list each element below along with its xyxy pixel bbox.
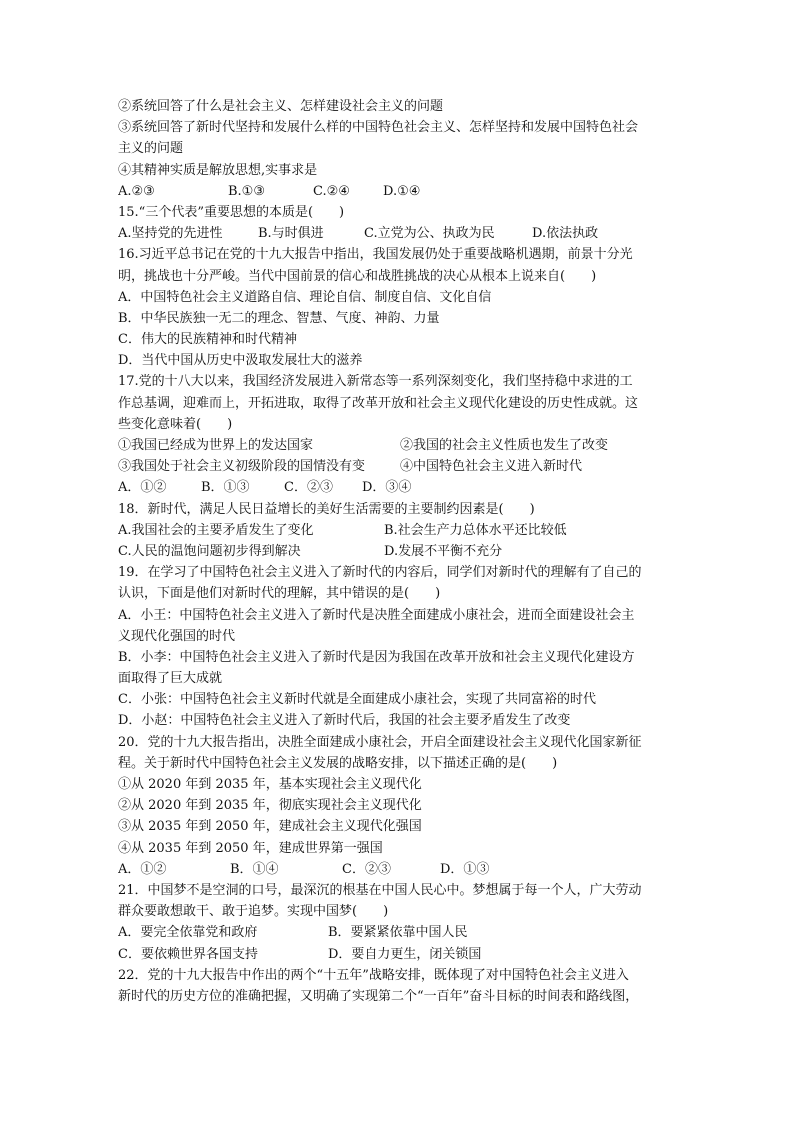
q21-stem-line-2: 群众要敢想敢干、敢于追梦。实现中国梦( ) <box>118 904 389 920</box>
q15-stem: 15.“三个代表”重要思想的本质是( ) <box>118 204 345 220</box>
q18-stem: 18．新时代，满足人民日益增长的美好生活需要的主要制约因素是( ) <box>118 501 535 517</box>
q15-choices <box>118 223 678 244</box>
q15-choice-d: D.依法执政 <box>532 226 599 242</box>
q20-option-3: ③从 2035 年到 2050 年，建成社会主义现代化强国 <box>118 819 422 835</box>
q19-stem-line-2: 认识，下面是他们对新时代的理解，其中错误的是( ) <box>118 586 441 602</box>
q18-choice-a: A.我国社会的主要矛盾发生了变化 <box>118 522 314 538</box>
exam-page <box>118 96 678 1007</box>
q19-choice-d: D．小赵：中国特色社会主义进入了新时代后，我国的社会主要矛盾发生了改变 <box>118 713 571 729</box>
q17-choices <box>118 477 678 498</box>
q17-option-1: ①我国已经成为世界上的发达国家 <box>118 438 314 453</box>
q20-choices <box>118 859 678 880</box>
q21-choices-row-1 <box>118 922 678 943</box>
q17-stem-line-3: 些变化意味着( ) <box>118 416 233 432</box>
q16-choice-c: C．伟大的民族精神和时代精神 <box>118 332 297 348</box>
q20-option-2: ②从 2020 年到 2035 年，彻底实现社会主义现代化 <box>118 798 422 814</box>
q19-choice-c: C．小张：中国特色社会主义新时代就是全面建成小康社会，实现了共同富裕的时代 <box>118 692 596 708</box>
q17-choice-d: D．③④ <box>362 480 412 496</box>
q19-stem-line-1: 19．在学习了中国特色社会主义进入了新时代的内容后，同学们对新时代的理解有了自己的 <box>118 565 642 581</box>
q16-choice-b: B．中华民族独一无二的理念、智慧、气度、神韵、力量 <box>118 310 440 326</box>
q17-choice-c: C．②③ <box>284 480 333 496</box>
q20-stem-line-2: 程。关于新时代中国特色社会主义发展的战略安排，以下描述正确的是( ) <box>118 755 558 771</box>
q20-option-4: ④从 2035 年到 2050 年，建成世界第一强国 <box>118 840 383 856</box>
q18-choices-row-1 <box>118 520 678 541</box>
q17-choice-a: A．①② <box>118 480 167 496</box>
q16-stem-line-1: 16.习近平总书记在党的十九大报告中指出，我国发展仍处于重要战略机遇期，前景十分光 <box>118 247 633 263</box>
q22-stem-line-1: 22．党的十九大报告中作出的两个“十五年”战略安排，既体现了对中国特色社会主义进入 <box>118 967 629 983</box>
q18-choice-d: D.发展不平衡不充分 <box>384 543 503 559</box>
q14-option-4: ④其精神实质是解放思想,实事求是 <box>118 162 318 178</box>
q15-choice-b: B.与时俱进 <box>258 226 324 242</box>
q14-choice-c: C.②④ <box>313 183 350 199</box>
q20-stem-line-1: 20．党的十九大报告指出，决胜全面建成小康社会，开启全面建设社会主义现代化国家新征 <box>118 734 642 750</box>
q14-choice-a: A.②③ <box>118 183 155 199</box>
q15-choice-a: A.坚持党的先进性 <box>118 226 223 242</box>
q16-choice-a: A．中国特色社会主义道路自信、理论自信、制度自信、文化自信 <box>118 289 492 305</box>
q18-choice-c: C.人民的温饱问题初步得到解决 <box>118 543 301 559</box>
q15-choice-c: C.立党为公、执政为民 <box>364 226 495 242</box>
q14-option-2: ②系统回答了什么是社会主义、怎样建设社会主义的问题 <box>118 99 444 114</box>
q17-option-4: ④中国特色社会主义进入新时代 <box>400 459 583 475</box>
q21-choice-c: C．要依赖世界各国支持 <box>118 946 258 962</box>
q19-choice-a-line-1: A．小王：中国特色社会主义进入了新时代是决胜全面建成小康社会，进而全面建设社会主 <box>118 607 635 623</box>
q17-stem-line-1: 17.党的十八大以来，我国经济发展进入新常态等一系列深刻变化，我们坚持稳中求进的工 <box>118 374 633 390</box>
q21-choice-a: A．要完全依靠党和政府 <box>118 925 258 941</box>
q14-option-3-line-2: 主义的问题 <box>118 141 184 157</box>
q20-choice-d: D．①③ <box>440 861 490 877</box>
q14-choice-d: D.①④ <box>383 183 421 199</box>
q14-option-3-line-1: ③系统回答了新时代坚持和发展什么样的中国特色社会主义、怎样坚持和发展中国特色社会 <box>118 120 639 136</box>
q21-choice-d: D．要自力更生，闭关锁国 <box>328 946 482 962</box>
q20-choice-c: C．②③ <box>342 861 391 877</box>
q21-choices-row-2 <box>118 944 678 965</box>
q20-option-1: ①从 2020 年到 2035 年，基本实现社会主义现代化 <box>118 777 422 792</box>
q17-options-row-1 <box>118 435 678 456</box>
q17-option-3: ③我国处于社会主义初级阶段的国情没有变 <box>118 459 366 475</box>
q20-choice-b: B．①④ <box>230 861 279 877</box>
q16-choice-d: D．当代中国从历史中汲取发展壮大的滋养 <box>118 353 363 369</box>
q16-stem-line-2: 明，挑战也十分严峻。当代中国前景的信心和战胜挑战的决心从根本上说来自( ) <box>118 268 597 284</box>
q17-option-2: ②我国的社会主义性质也发生了改变 <box>400 438 609 453</box>
q18-choice-b: B.社会生产力总体水平还比较低 <box>384 522 567 538</box>
q14-choice-b: B.①③ <box>228 183 265 199</box>
q19-choice-a-line-2: 义现代化强国的时代 <box>118 628 236 644</box>
q19-choice-b-line-1: B．小李：中国特色社会主义进入了新时代是因为我国在改革开放和社会主义现代化建设方 <box>118 649 635 665</box>
q14-choices <box>118 181 678 202</box>
q21-stem-line-1: 21．中国梦不是空洞的口号，最深沉的根基在中国人民心中。梦想属于每一个人，广大劳动 <box>118 882 642 898</box>
q18-choices-row-2 <box>118 541 678 562</box>
q17-stem-line-2: 作总基调，迎难而上，开拓进取，取得了改革开放和社会主义现代化建设的历史性成就。这 <box>118 395 639 411</box>
q21-choice-b: B．要紧紧依靠中国人民 <box>328 925 468 941</box>
q22-stem-line-2: 新时代的历史方位的准确把握，又明确了实现第二个“一百年”奋斗目标的时间表和路线图， <box>118 988 639 1004</box>
q17-choice-b: B．①③ <box>201 480 250 496</box>
q20-choice-a: A．①② <box>118 861 167 877</box>
q19-choice-b-line-2: 面取得了巨大成就 <box>118 671 223 687</box>
q17-options-row-2 <box>118 456 678 477</box>
